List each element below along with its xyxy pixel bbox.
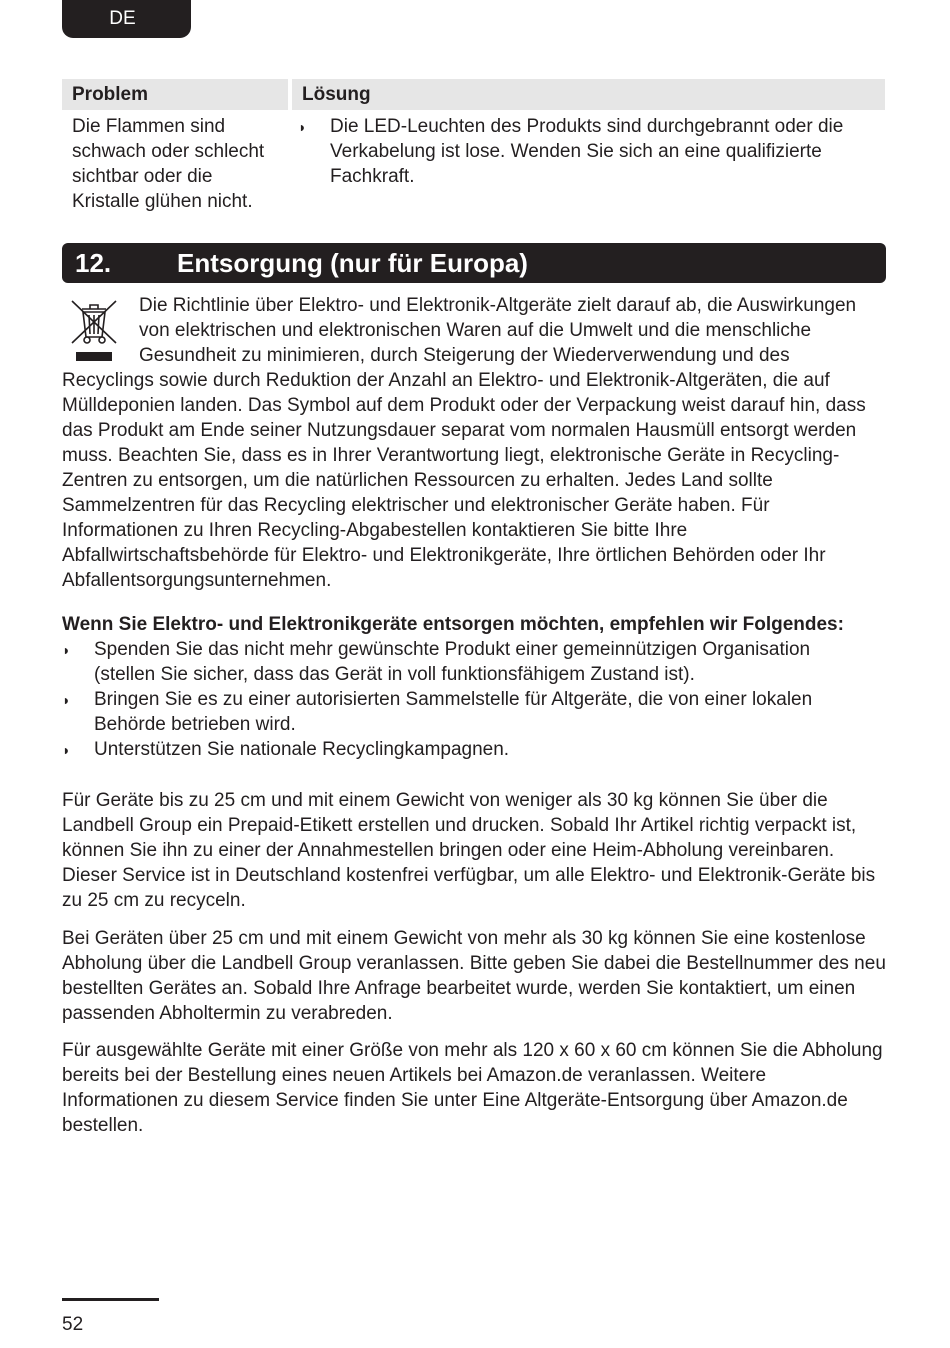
- disposal-intro-text: Die Richtlinie über Elektro- und Elektronik-Altgeräte zielt darauf ab, die Auswirkungen von elektrischen und elektronischen Waren auf die Umwelt und die menschliche Gesundheit zu minimieren, durch Steigerung der Wiederverwendung und des Recyclings sowie durch Reduktion der Anzahl an Elektro- und Elektronik-Altgeräten, die auf Mülldeponien landen. Das Symbol auf dem Produkt oder der Verpackung weist darauf hin, dass das Produkt am Ende seiner Nutzungsdauer separat vom normalen Hausmüll entsorgt werden muss. Beachten Sie, dass es in Ihrer Verantwortung liegt, elektronische Geräte in Recycling-Zentren zu entsorgen, um die natürlichen Ressourcen zu erhalten. Jedes Land sollte Sammelzentren für das Recycling elektrischer und elektronischer Geräte haben. Für Informationen zu Ihren Recycling-Abgabestellen kontaktieren Sie bitte Ihre Abfallwirtschaftsbehörde für Elektro- und Elektronikgeräte, Ihre örtlichen Behörden oder Ihr Abfallentsorgungsunternehmen.: [62, 295, 866, 591]
- list-item: [62, 737, 862, 762]
- troubleshooting-table: [62, 79, 885, 214]
- section-title: Entsorgung (nur für Europa): [177, 248, 528, 278]
- problem-cell: Die Flammen sind schwach oder schlecht sichtbar oder die Kristalle glühen nicht.: [72, 116, 265, 212]
- paragraph-large-devices: Bei Geräten über 25 cm und mit einem Gewicht von mehr als 30 kg können Sie eine kostenlose Abholung über die Landbell Group veranlassen. Bitte geben Sie dabei die Bestellnummer des neu bestellten Gerätes an. Sobald Ihre Anfrage bearbeitet wurde, werden Sie kontaktiert, um einen passenden Abholtermin zu verabreden.: [62, 928, 886, 1024]
- footer-rule: [62, 1298, 159, 1301]
- table-row: [62, 110, 885, 214]
- bullet-icon: ◗: [62, 692, 71, 708]
- crossed-out-wheelie-bin-icon: [68, 297, 120, 363]
- bullet-icon: ◗: [62, 742, 71, 758]
- list-item: [62, 637, 862, 687]
- list-item-text: Bringen Sie es zu einer autorisierten Sammelstelle für Altgeräte, die von einer lokalen Behörde betrieben wird.: [94, 689, 813, 735]
- solution-text: Die LED-Leuchten des Produkts sind durchgebrannt oder die Verkabelung ist lose. Wenden Sie sich an eine qualifizierte Fachkraft.: [330, 116, 844, 187]
- section-heading: [62, 243, 886, 283]
- bullet-icon: ◗: [62, 642, 71, 658]
- list-item: [62, 687, 862, 737]
- table-header-solution: Lösung: [288, 79, 885, 110]
- bullet-icon: ◗: [298, 119, 307, 135]
- page-number: 52: [62, 1314, 84, 1335]
- recommendations-heading: Wenn Sie Elektro- und Elektronikgeräte entsorgen möchten, empfehlen wir Folgendes:: [62, 614, 844, 635]
- paragraph-amazon-pickup: Für ausgewählte Geräte mit einer Größe von mehr als 120 x 60 x 60 cm können Sie die Abholung bereits bei der Bestellung eines neuen Artikels bei Amazon.de veranlassen. Weitere Informationen zu diesem Service finden Sie unter Eine Altgeräte-Entsorgung über Amazon.de bestellen.: [62, 1040, 883, 1136]
- table-header-row: [62, 79, 885, 110]
- paragraph-small-devices: Für Geräte bis zu 25 cm und mit einem Gewicht von weniger als 30 kg können Sie über die Landbell Group ein Prepaid-Etikett erstellen und drucken. Sobald Ihr Artikel richtig verpackt ist, können Sie ihn zu einer der Annahmestellen bringen oder eine Heim-Abholung vereinbaren. Dieser Service ist in Deutschland kostenfrei verfügbar, um alle Elektro- und Elektronik-Geräte bis zu 25 cm zu recyceln.: [62, 790, 876, 911]
- section-number: 12.: [75, 248, 112, 278]
- language-tab: [62, 0, 191, 38]
- list-item-text: Spenden Sie das nicht mehr gewünschte Produkt einer gemeinnützigen Organisation (stellen Sie sicher, dass das Gerät in voll funktionsfähigem Zustand ist).: [94, 639, 811, 685]
- list-item-text: Unterstützen Sie nationale Recyclingkampagnen.: [94, 739, 510, 760]
- disposal-intro: [62, 293, 886, 593]
- language-tab-label: DE: [109, 8, 136, 29]
- solution-cell: [288, 110, 885, 214]
- table-header-problem: Problem: [62, 79, 288, 110]
- recommendations-list: [62, 637, 862, 762]
